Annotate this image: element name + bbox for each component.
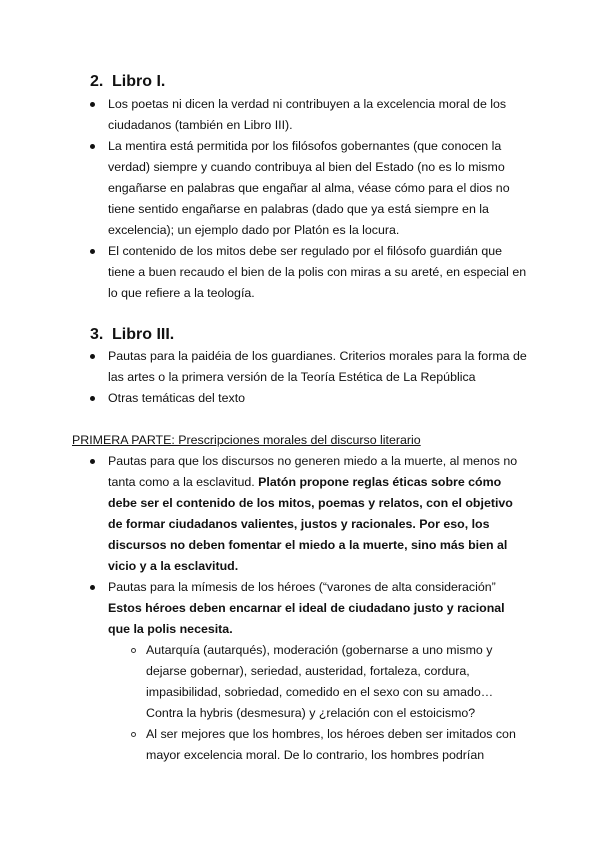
list-item: El contenido de los mitos debe ser regulado por el filósofo guardián que tiene a buen recaudo el bien de la polis con miras a su areté, en especial en lo que refiere a la teología. xyxy=(0,241,600,304)
libro-3-list xyxy=(0,346,600,409)
item-bold-text: Platón propone reglas éticas sobre cómo debe ser el contenido de los mitos, poemas y relatos, con el objetivo de formar ciudadanos valientes, justos y racionales. Por eso, los discursos no deben fomentar el miedo a la muerte, sino más bien al vicio y a la esclavitud. xyxy=(108,475,513,573)
section-number: 2. xyxy=(90,73,104,90)
section-title: Libro I. xyxy=(112,73,166,90)
libro-1-list xyxy=(0,94,600,304)
section-number: 3. xyxy=(90,326,104,343)
section-heading-libro-3 xyxy=(90,325,174,345)
item-bold-text: Estos héroes deben encarnar el ideal de ciudadano justo y racional que la polis necesita. xyxy=(108,601,505,636)
list-item: La mentira está permitida por los filósofos gobernantes (que conocen la verdad) siempre y cuando contribuya al bien del Estado (no es lo mismo engañarse en palabras que engañar al alma, véase cómo para el dios no tiene sentido engañarse en palabras (dado que ya está siempre en la excelencia); un ejemplo dado por Platón es la locura. xyxy=(0,136,600,241)
part-title: PRIMERA PARTE: Prescripciones morales del discurso literario xyxy=(72,433,421,447)
sub-list-item: Autarquía (autarqués), moderación (gobernarse a uno mismo y dejarse gobernar), seriedad, austeridad, fortaleza, cordura, impasibilidad, sobriedad, comedido en el sexo con su amado… Contra la hybris (desmesura) y ¿relación con el estoicismo? xyxy=(108,640,528,724)
list-item: Pautas para la paidéia de los guardianes. Criterios morales para la forma de las artes o la primera versión de la Teoría Estética de La República xyxy=(0,346,600,388)
list-item: Otras temáticas del texto xyxy=(0,388,600,409)
sub-list xyxy=(108,640,528,766)
list-item xyxy=(0,451,600,577)
item-text: Pautas para la mímesis de los héroes (“varones de alta consideración” xyxy=(108,580,496,594)
primera-parte-list xyxy=(0,451,600,766)
section-title: Libro III. xyxy=(112,326,175,343)
list-item xyxy=(0,577,600,766)
list-item: Los poetas ni dicen la verdad ni contribuyen a la excelencia moral de los ciudadanos (también en Libro III). xyxy=(0,94,600,136)
section-heading-libro-1 xyxy=(90,72,165,92)
sub-list-item: Al ser mejores que los hombres, los héroes deben ser imitados con mayor excelencia moral. De lo contrario, los hombres podrían xyxy=(108,724,528,766)
item-text: Pautas para que los discursos no generen miedo a la muerte, al menos no tanta como a la esclavitud. xyxy=(108,454,518,489)
